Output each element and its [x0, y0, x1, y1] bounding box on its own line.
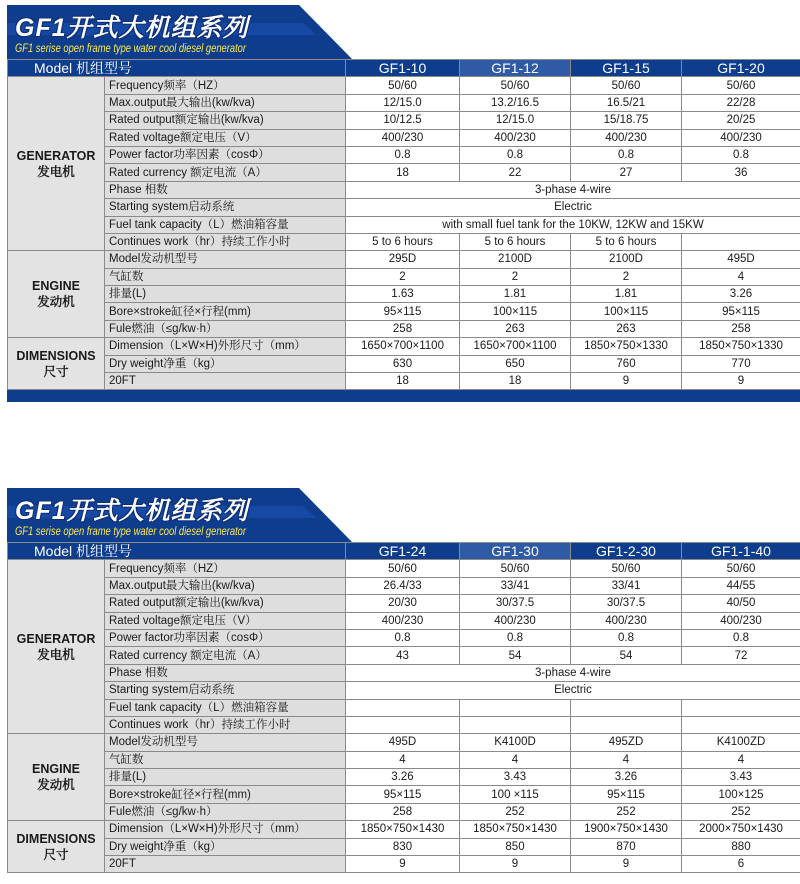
spec-value-merged: 3-phase 4-wire	[346, 664, 800, 681]
spec-value	[571, 699, 682, 716]
spec-value: 0.8	[682, 146, 800, 163]
spec-label: Fule燃油（≤g/kw·h）	[105, 803, 346, 820]
section-name-cn: 发动机	[37, 778, 75, 793]
spec-value: 27	[571, 164, 682, 181]
spec-value: 1650×700×1100	[460, 338, 571, 355]
spec-value: 13.2/16.5	[460, 94, 571, 111]
spec-value: 1900×750×1430	[571, 821, 682, 838]
spec-label: Starting system启动系统	[105, 682, 346, 699]
spec-value: 880	[682, 838, 800, 855]
spec-value: 18	[460, 373, 571, 390]
spec-value: 1850×750×1330	[682, 338, 800, 355]
section-engine	[8, 734, 105, 821]
spec-value: 400/230	[682, 129, 800, 146]
spec-value: 0.8	[346, 629, 460, 646]
spec-row	[8, 320, 800, 337]
spec-value: 33/41	[571, 577, 682, 594]
spec-value: 22/28	[682, 94, 800, 111]
spec-value: 400/230	[460, 612, 571, 629]
spec-label: Power factor功率因素（cosΦ）	[105, 146, 346, 163]
spec-value	[346, 716, 460, 733]
spec-value: 850	[460, 838, 571, 855]
spec-value	[682, 716, 800, 733]
spec-value: 3.26	[682, 286, 800, 303]
spec-row	[8, 112, 800, 129]
spec-value: 50/60	[682, 560, 800, 577]
section-name-cn: 尺寸	[43, 364, 69, 379]
spec-value: 400/230	[346, 129, 460, 146]
spec-value: 95×115	[346, 303, 460, 320]
spec-label: 排量(L)	[105, 769, 346, 786]
spec-value: 495D	[346, 734, 460, 751]
bottom-bar	[7, 390, 800, 402]
spec-value: 33/41	[460, 577, 571, 594]
spec-value: 10/12.5	[346, 112, 460, 129]
section-name-cn: 发动机	[37, 295, 75, 310]
section-name: DIMENSIONS	[16, 348, 96, 363]
spec-value: 9	[682, 373, 800, 390]
section-name: ENGINE	[32, 762, 80, 777]
spec-row	[8, 647, 800, 664]
spec-value: 50/60	[460, 77, 571, 94]
spec-value: 100×125	[682, 786, 800, 803]
spec-value: 2	[571, 268, 682, 285]
spec-label: Rated voltage额定电压（V）	[105, 129, 346, 146]
spec-value: 0.8	[460, 629, 571, 646]
spec-label: Fuel tank capacity（L）燃油箱容量	[105, 216, 346, 233]
spec-value: K4100ZD	[682, 734, 800, 751]
spec-value: 5 to 6 hours	[346, 233, 460, 250]
spec-value: 30/37.5	[460, 595, 571, 612]
spec-label: Model发动机型号	[105, 734, 346, 751]
spec-value: 495D	[682, 251, 800, 268]
spec-value: 40/50	[682, 595, 800, 612]
spec-value: 50/60	[682, 77, 800, 94]
spec-row	[8, 216, 800, 233]
spec-row	[8, 233, 800, 250]
spec-label: Continues work（hr）持续工作小时	[105, 716, 346, 733]
spec-value: 0.8	[571, 146, 682, 163]
spec-label: Max.output最大输出(kw/kva)	[105, 577, 346, 594]
spec-value: 22	[460, 164, 571, 181]
spec-label: Phase 相数	[105, 664, 346, 681]
spec-value: 1.63	[346, 286, 460, 303]
spec-row	[8, 821, 800, 838]
spec-value: 400/230	[346, 612, 460, 629]
spec-row	[8, 181, 800, 198]
spec-value: 9	[571, 373, 682, 390]
spec-row	[8, 199, 800, 216]
section-name: GENERATOR	[16, 148, 96, 163]
spec-value: 495ZD	[571, 734, 682, 751]
model-name: GF1-1-40	[682, 543, 800, 560]
spec-value: 2000×750×1430	[682, 821, 800, 838]
spec-value: 9	[346, 856, 460, 873]
spec-value-merged: 3-phase 4-wire	[346, 181, 800, 198]
spec-label: Frequency频率（HZ）	[105, 77, 346, 94]
spec-value	[682, 699, 800, 716]
section-generator	[8, 77, 105, 251]
spec-value-merged: Electric	[346, 682, 800, 699]
spec-label: Fule燃油（≤g/kw·h）	[105, 320, 346, 337]
spec-value: 50/60	[460, 560, 571, 577]
spec-label: 排量(L)	[105, 286, 346, 303]
series-subtitle: GF1 serise open frame type water cool diesel generator	[15, 41, 247, 55]
spec-label: Frequency频率（HZ）	[105, 560, 346, 577]
spec-value: 100 ×115	[460, 786, 571, 803]
spec-value: 1.81	[460, 286, 571, 303]
spec-value: K4100D	[460, 734, 571, 751]
spec-value: 0.8	[460, 146, 571, 163]
spec-value	[571, 716, 682, 733]
spec-value: 2	[460, 268, 571, 285]
spec-row	[8, 355, 800, 372]
spec-value: 50/60	[571, 77, 682, 94]
spec-value: 630	[346, 355, 460, 372]
spec-value: 3.26	[571, 769, 682, 786]
spec-value: 44/55	[682, 577, 800, 594]
spec-value: 0.8	[346, 146, 460, 163]
section-name-cn: 发电机	[37, 164, 75, 179]
spec-label: Dry weight净重（kg）	[105, 838, 346, 855]
section-name: DIMENSIONS	[16, 831, 96, 846]
spec-value: 295D	[346, 251, 460, 268]
spec-value: 26.4/33	[346, 577, 460, 594]
spec-label: Fuel tank capacity（L）燃油箱容量	[105, 699, 346, 716]
model-name: GF1-2-30	[571, 543, 682, 560]
spec-row	[8, 373, 800, 390]
spec-label: Rated output额定输出(kw/kva)	[105, 112, 346, 129]
spec-value	[682, 233, 800, 250]
spec-value: 50/60	[346, 77, 460, 94]
spec-value: 258	[682, 320, 800, 337]
spec-label: Rated currency 额定电流（A）	[105, 647, 346, 664]
spec-value: 12/15.0	[346, 94, 460, 111]
spec-row	[8, 77, 800, 94]
spec-value: 3.43	[682, 769, 800, 786]
spec-row	[8, 303, 800, 320]
spec-row	[8, 838, 800, 855]
spec-value: 2100D	[460, 251, 571, 268]
spec-label: Power factor功率因素（cosΦ）	[105, 629, 346, 646]
spec-label: 气缸数	[105, 268, 346, 285]
spec-value: 870	[571, 838, 682, 855]
spec-value: 54	[571, 647, 682, 664]
spec-value: 4	[346, 751, 460, 768]
spec-row	[8, 699, 800, 716]
spec-row	[8, 629, 800, 646]
spec-value: 1850×750×1430	[460, 821, 571, 838]
spec-value: 252	[571, 803, 682, 820]
spec-value: 0.8	[682, 629, 800, 646]
spec-value: 1850×750×1430	[346, 821, 460, 838]
spec-value: 9	[460, 856, 571, 873]
section-name-cn: 尺寸	[43, 847, 69, 862]
spec-value: 3.43	[460, 769, 571, 786]
spec-value: 20/25	[682, 112, 800, 129]
spec-value: 50/60	[571, 560, 682, 577]
spec-table	[7, 59, 800, 390]
spec-label: Rated voltage额定电压（V）	[105, 612, 346, 629]
spec-row	[8, 268, 800, 285]
spec-label: 20FT	[105, 856, 346, 873]
section-name: ENGINE	[32, 279, 80, 294]
spec-block-1	[7, 5, 800, 402]
spec-value: 12/15.0	[460, 112, 571, 129]
spec-value: 5 to 6 hours	[460, 233, 571, 250]
model-name: GF1-24	[346, 543, 460, 560]
spec-value: 1650×700×1100	[346, 338, 460, 355]
spec-value: 54	[460, 647, 571, 664]
spec-value: 36	[682, 164, 800, 181]
spec-value: 16.5/21	[571, 94, 682, 111]
spec-row	[8, 338, 800, 355]
spec-value: 9	[571, 856, 682, 873]
spec-value: 760	[571, 355, 682, 372]
spec-row	[8, 751, 800, 768]
spec-value	[460, 699, 571, 716]
model-name: GF1-20	[682, 60, 800, 77]
spec-value: 400/230	[460, 129, 571, 146]
spec-label: Phase 相数	[105, 181, 346, 198]
spec-row	[8, 803, 800, 820]
spec-value: 4	[571, 751, 682, 768]
series-title: GF1开式大机组系列	[15, 14, 249, 42]
spec-row	[8, 560, 800, 577]
spec-value: 95×115	[571, 786, 682, 803]
spec-value: 100×115	[571, 303, 682, 320]
spec-row	[8, 251, 800, 268]
spec-label: Model发动机型号	[105, 251, 346, 268]
spec-value: 2	[346, 268, 460, 285]
spec-value: 263	[460, 320, 571, 337]
spec-value: 830	[346, 838, 460, 855]
spec-value: 43	[346, 647, 460, 664]
spec-value: 5 to 6 hours	[571, 233, 682, 250]
spec-row	[8, 286, 800, 303]
spec-row	[8, 129, 800, 146]
spec-value: 95×115	[346, 786, 460, 803]
spec-value-merged: with small fuel tank for the 10KW, 12KW and 15KW	[346, 216, 800, 233]
title-banner	[7, 5, 800, 59]
section-name-cn: 发电机	[37, 647, 75, 662]
spec-value: 50/60	[346, 560, 460, 577]
spec-row	[8, 856, 800, 873]
spec-value: 72	[682, 647, 800, 664]
spec-value: 263	[571, 320, 682, 337]
spec-row	[8, 716, 800, 733]
spec-value: 4	[460, 751, 571, 768]
section-dimensions	[8, 821, 105, 873]
model-name: GF1-10	[346, 60, 460, 77]
spec-value: 770	[682, 355, 800, 372]
spec-value: 1850×750×1330	[571, 338, 682, 355]
spec-row	[8, 164, 800, 181]
spec-value: 95×115	[682, 303, 800, 320]
spec-value: 30/37.5	[571, 595, 682, 612]
spec-value: 258	[346, 803, 460, 820]
model-label: Model 机组型号	[8, 543, 346, 560]
spec-label: Rated output额定输出(kw/kva)	[105, 595, 346, 612]
spec-row	[8, 146, 800, 163]
section-generator	[8, 560, 105, 734]
spec-row	[8, 786, 800, 803]
spec-value: 252	[460, 803, 571, 820]
spec-value	[346, 699, 460, 716]
spec-row	[8, 612, 800, 629]
series-title: GF1开式大机组系列	[15, 497, 249, 525]
spec-value: 0.8	[571, 629, 682, 646]
spec-row	[8, 664, 800, 681]
spec-label: 20FT	[105, 373, 346, 390]
spec-row	[8, 769, 800, 786]
spec-label: 气缸数	[105, 751, 346, 768]
spec-label: Starting system启动系统	[105, 199, 346, 216]
spec-value: 100×115	[460, 303, 571, 320]
spec-label: Rated currency 额定电流（A）	[105, 164, 346, 181]
spec-label: Bore×stroke缸径×行程(mm)	[105, 786, 346, 803]
spec-value-merged: Electric	[346, 199, 800, 216]
spec-row	[8, 734, 800, 751]
spec-value: 2100D	[571, 251, 682, 268]
model-name: GF1-15	[571, 60, 682, 77]
spec-value: 3.26	[346, 769, 460, 786]
spec-block-2	[7, 488, 800, 873]
section-engine	[8, 251, 105, 338]
spec-value: 18	[346, 373, 460, 390]
section-dimensions	[8, 338, 105, 390]
spec-value: 18	[346, 164, 460, 181]
spec-row	[8, 94, 800, 111]
spec-row	[8, 682, 800, 699]
spec-value: 4	[682, 268, 800, 285]
spec-value: 20/30	[346, 595, 460, 612]
spec-label: Continues work（hr）持续工作小时	[105, 233, 346, 250]
model-header-row	[8, 543, 800, 560]
spec-label: Bore×stroke缸径×行程(mm)	[105, 303, 346, 320]
spec-value: 6	[682, 856, 800, 873]
spec-row	[8, 595, 800, 612]
spec-value: 400/230	[571, 129, 682, 146]
model-name: GF1-30	[460, 543, 571, 560]
spec-value: 252	[682, 803, 800, 820]
section-name: GENERATOR	[16, 631, 96, 646]
spec-label: Dimension（L×W×H)外形尺寸（mm）	[105, 821, 346, 838]
model-label: Model 机组型号	[8, 60, 346, 77]
spec-row	[8, 577, 800, 594]
spec-label: Dimension（L×W×H)外形尺寸（mm）	[105, 338, 346, 355]
model-header-row	[8, 60, 800, 77]
spec-value	[460, 716, 571, 733]
spec-table	[7, 542, 800, 873]
spec-value: 650	[460, 355, 571, 372]
model-name: GF1-12	[460, 60, 571, 77]
spec-value: 400/230	[682, 612, 800, 629]
spec-value: 400/230	[571, 612, 682, 629]
title-banner	[7, 488, 800, 542]
spec-label: Dry weight净重（kg）	[105, 355, 346, 372]
spec-value: 258	[346, 320, 460, 337]
spec-value: 15/18.75	[571, 112, 682, 129]
spec-label: Max.output最大输出(kw/kva)	[105, 94, 346, 111]
spec-value: 4	[682, 751, 800, 768]
spec-value: 1.81	[571, 286, 682, 303]
series-subtitle: GF1 serise open frame type water cool diesel generator	[15, 524, 247, 538]
